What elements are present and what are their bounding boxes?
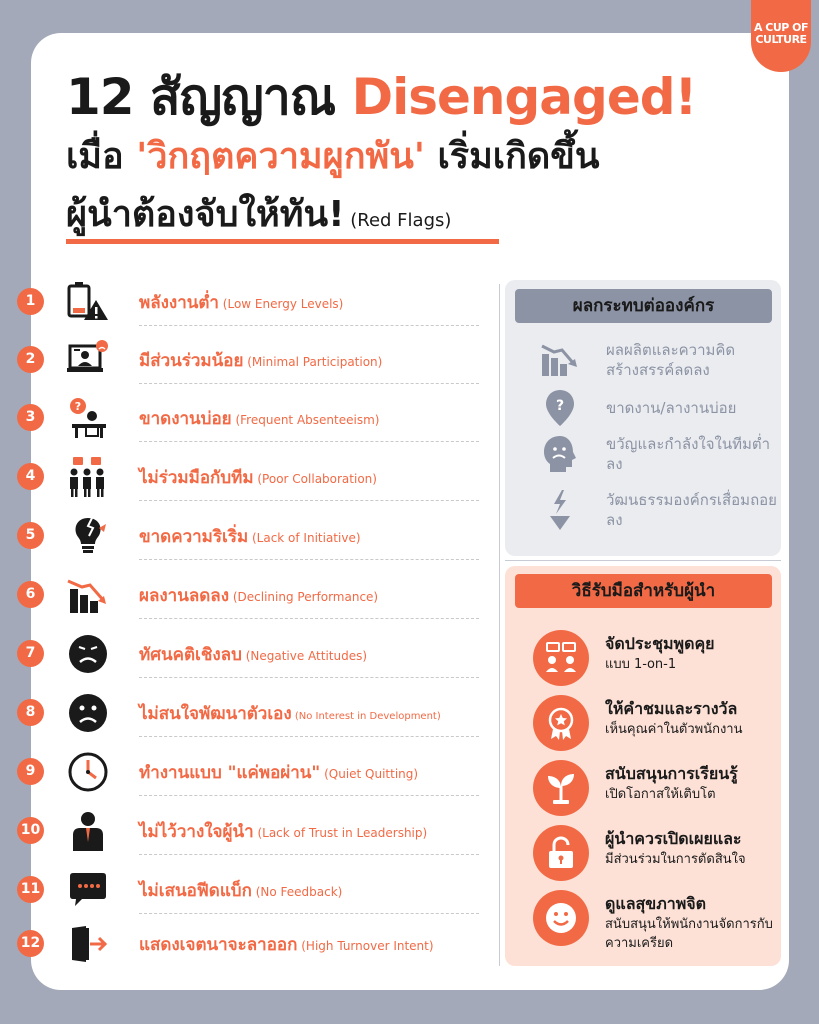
flag-number: 8 — [17, 699, 44, 726]
leader-item-desc: มีส่วนร่วมในการตัดสินใจ — [605, 852, 746, 867]
headline-part1: 12 สัญญาณ — [66, 68, 352, 126]
flag-label-en: (Poor Collaboration) — [253, 472, 377, 486]
flag-number: 12 — [17, 930, 44, 957]
flag-item — [0, 801, 500, 860]
clock-icon — [66, 750, 110, 794]
flag-label — [139, 523, 361, 550]
flag-label-en: (Quiet Quitting) — [320, 767, 419, 781]
flag-label-th: มีส่วนร่วมน้อย — [139, 351, 244, 371]
unlock-icon — [533, 825, 589, 881]
leader-item-title: สนับสนุนการเรียนรู้ — [605, 764, 738, 783]
flag-item — [0, 272, 500, 331]
divider — [139, 559, 479, 560]
flag-label-en: (Lack of Initiative) — [248, 531, 361, 545]
flag-number: 9 — [17, 758, 44, 785]
flag-label-en: (No Feedback) — [251, 885, 343, 899]
sad-face-icon — [66, 691, 110, 735]
leader-item-title: ผู้นำควรเปิดเผยและ — [605, 829, 742, 848]
subheadline-line3-small: (Red Flags) — [344, 210, 452, 231]
flag-label-th: ขาดความริเริ่ม — [139, 527, 249, 547]
low-battery-warning-icon — [66, 280, 110, 324]
flag-label — [139, 347, 382, 374]
flag-item — [0, 742, 500, 801]
sad-head-icon — [540, 434, 580, 474]
flag-label-en: (Lack of Trust in Leadership) — [253, 826, 428, 840]
flag-label-th: แสดงเจตนาจะลาออก — [139, 935, 298, 955]
flag-label-th: ไม่ไว้วางใจผู้นำ — [139, 822, 254, 842]
flag-label-th: ไม่ร่วมมือกับทีม — [139, 468, 254, 488]
flag-label-th: ขาดงานบ่อย — [139, 409, 232, 429]
divider — [139, 677, 479, 678]
flag-item — [0, 447, 500, 506]
flag-number: 5 — [17, 522, 44, 549]
leader-item-desc: แบบ 1-on-1 — [605, 657, 677, 672]
flag-label-en: (Negative Attitudes) — [241, 649, 368, 663]
meeting-icon — [533, 630, 589, 686]
flag-item — [0, 330, 500, 389]
empty-desk-question-icon — [66, 396, 110, 440]
impact-text: ขาดงาน/ลางานบ่อย — [606, 399, 737, 417]
subheadline-post: เริ่มเกิดขึ้น — [424, 136, 600, 177]
sprout-icon — [533, 760, 589, 816]
brand-line1: A CUP OF — [753, 21, 809, 34]
smile-icon — [533, 890, 589, 946]
headline-accent: Disengaged! — [351, 68, 697, 126]
leader-item-desc: เห็นคุณค่าในตัวพนักงาน — [605, 722, 743, 737]
leader-title: วิธีรับมือสำหรับผู้นำ — [515, 574, 772, 608]
flag-label-th: ไม่เสนอฟีดแบ็ก — [139, 881, 252, 901]
flag-label-th: ไม่สนใจพัฒนาตัวเอง — [139, 704, 292, 724]
flag-number: 11 — [17, 876, 44, 903]
flag-label-th: ผลงานลดลง — [139, 586, 230, 606]
brand-line2: CULTURE — [755, 33, 807, 46]
flag-label-th: พลังงานต่ำ — [139, 293, 219, 313]
subheadline-accent: 'วิกฤตความผูกพัน' — [136, 136, 425, 177]
divider — [139, 618, 479, 619]
impact-title: ผลกระทบต่อองค์กร — [515, 289, 772, 323]
divider — [139, 500, 479, 501]
subheadline-pre: เมื่อ — [66, 136, 137, 177]
svg-text:?: ? — [555, 398, 565, 414]
flag-item — [0, 388, 500, 447]
divider — [139, 736, 479, 737]
flag-item — [0, 860, 500, 919]
leader-item-desc: สนับสนุนให้พนักงานจัดการกับความเครียด — [605, 917, 773, 951]
subheadline-line3-main: ผู้นำต้องจับให้ทัน! — [66, 194, 345, 235]
leader-item-desc: เปิดโอกาสให้เติบโต — [605, 787, 716, 802]
flag-label-en: (Minimal Participation) — [243, 355, 383, 369]
flag-number: 7 — [17, 640, 44, 667]
flag-label — [139, 289, 343, 316]
flag-label-th: ทัศนคติเชิงลบ — [139, 645, 242, 665]
flag-label-en: (Frequent Absenteeism) — [231, 413, 380, 427]
flag-number: 4 — [17, 463, 44, 490]
leader-icon — [66, 809, 110, 853]
divider — [139, 854, 479, 855]
divider — [139, 383, 479, 384]
svg-text:?: ? — [74, 400, 82, 413]
flag-number: 2 — [17, 346, 44, 373]
flag-label — [139, 641, 367, 668]
flag-label — [139, 405, 379, 432]
declining-chart-icon — [540, 340, 580, 380]
leader-item-title: จัดประชุมพูดคุย — [605, 634, 715, 653]
laptop-sad-user-icon — [66, 338, 110, 382]
flag-number: 10 — [17, 817, 44, 844]
subheadline — [66, 127, 600, 184]
flag-label — [139, 818, 427, 845]
flag-item — [0, 914, 500, 973]
location-question-icon — [540, 388, 580, 428]
divider — [139, 795, 479, 796]
leader-item-title: ให้คำชมและรางวัล — [605, 699, 738, 718]
flag-label-th: ทำงานแบบ "แค่พอผ่าน" — [139, 763, 321, 783]
flag-label — [139, 877, 342, 904]
flag-number: 1 — [17, 288, 44, 315]
flag-label — [139, 464, 377, 491]
flag-label — [139, 582, 378, 609]
flag-item — [0, 683, 500, 742]
impact-text: วัฒนธรรมองค์กรเสื่อมถอยลง — [606, 491, 777, 529]
impact-text: ขวัญและกำลังใจในทีมต่ำลง — [606, 435, 771, 473]
flag-item — [0, 506, 500, 565]
impact-text: ผลผลิตและความคิดสร้างสรรค์ลดลง — [606, 341, 736, 379]
brand-logo — [751, 0, 811, 72]
chat-bubble-icon — [66, 868, 110, 912]
flag-label-en: (Low Energy Levels) — [218, 297, 344, 311]
title-underline — [66, 239, 499, 244]
broken-bulb-icon — [66, 514, 110, 558]
leader-item-title: ดูแลสุขภาพจิต — [605, 894, 707, 913]
down-arrow-bolt-icon — [540, 490, 580, 530]
flag-item — [0, 624, 500, 683]
flag-label — [139, 931, 434, 958]
subheadline-line3 — [66, 185, 451, 242]
divider — [139, 325, 479, 326]
panel-separator — [505, 560, 781, 561]
column-divider — [499, 284, 500, 966]
flag-label — [139, 759, 418, 786]
divider — [139, 441, 479, 442]
declining-chart-icon — [66, 573, 110, 617]
flag-number: 6 — [17, 581, 44, 608]
award-badge-icon — [533, 695, 589, 751]
flag-label — [139, 700, 441, 727]
headline — [66, 58, 696, 137]
team-conflict-icon — [66, 455, 110, 499]
flag-number: 3 — [17, 404, 44, 431]
flag-label-en: (Declining Performance) — [229, 590, 379, 604]
exit-door-icon — [66, 922, 110, 966]
flag-label-en: (No Interest in Development) — [291, 711, 441, 722]
flag-item — [0, 565, 500, 624]
flag-label-en: (High Turnover Intent) — [297, 939, 434, 953]
frown-face-icon — [66, 632, 110, 676]
